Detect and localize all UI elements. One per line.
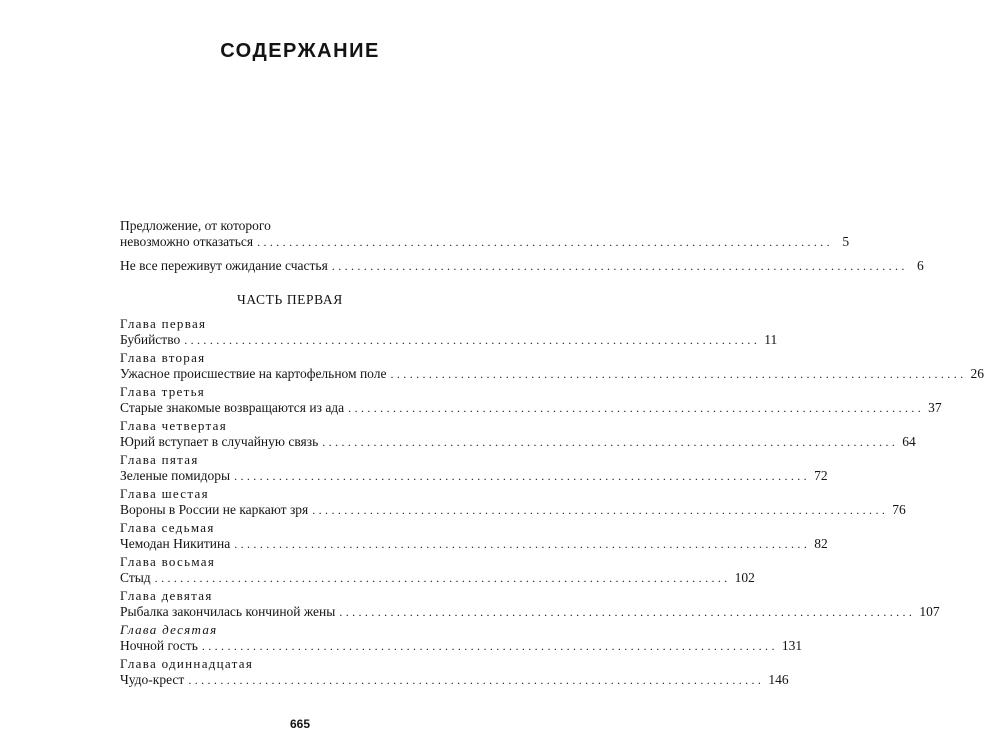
chapter-title: Зеленые помидоры: [120, 468, 231, 483]
chapter-label: Глава девятая: [120, 588, 213, 603]
dot-leader: ..........................................................................................: [154, 571, 731, 585]
chapter-page: 107: [919, 604, 940, 619]
chapter-page: 76: [892, 502, 906, 517]
entry-row: [120, 366, 984, 382]
dot-leader: ..........................................................................................: [201, 639, 778, 653]
chapter-title: Юрий вступает в случайную связь: [120, 434, 319, 449]
entry-row: [120, 604, 940, 620]
chapter-page: 72: [814, 468, 828, 483]
chapter-title: Ночной гость: [120, 638, 198, 653]
dot-leader: ..........................................................................................: [322, 435, 899, 449]
entry-row: [120, 468, 828, 484]
chapter-label: Глава пятая: [120, 452, 199, 467]
chapter-page: 102: [734, 570, 755, 585]
entry-row: [120, 234, 850, 250]
chapter-page: 11: [764, 332, 778, 347]
dot-leader: ..........................................................................................: [339, 605, 916, 619]
entry-row: [120, 400, 942, 416]
entry-row: [120, 570, 755, 586]
chapter-label: Глава восьмая: [120, 554, 216, 569]
chapter-title: Чемодан Никитина: [120, 536, 231, 551]
entry-page: 5: [842, 234, 850, 249]
chapter-page: 82: [814, 536, 828, 551]
entry-row: [120, 638, 803, 654]
dot-leader: ..........................................................................................: [234, 469, 811, 483]
chapter-entry: [120, 316, 778, 350]
chapter-entry: [120, 622, 803, 656]
chapter-entry: [120, 588, 940, 622]
dot-leader: ..........................................................................................: [348, 401, 925, 415]
chapter-page: 131: [781, 638, 803, 653]
chapter-entry: [120, 554, 755, 588]
chapter-title: Вороны в России не каркают зря: [120, 502, 309, 517]
entry-title-line: Предложение, от которого: [120, 218, 271, 233]
entry-title: невозможно отказаться: [120, 234, 254, 249]
chapter-title: Рыбалка закончилась кончиной жены: [120, 604, 336, 619]
chapter-entry: [120, 656, 789, 690]
chapter-label: Глава третья: [120, 384, 206, 399]
chapter-label: Глава вторая: [120, 350, 206, 365]
chapter-label: Глава четвертая: [120, 418, 228, 433]
toc-entry: [120, 218, 850, 250]
dot-leader: ..........................................................................................: [234, 537, 811, 551]
entry-row: [120, 258, 924, 274]
chapter-label: Глава седьмая: [120, 520, 215, 535]
chapter-label: Глава десятая: [120, 622, 218, 637]
chapter-entry: [120, 486, 906, 520]
chapter-label: Глава первая: [120, 316, 207, 331]
entry-row: [120, 502, 906, 518]
chapter-page: 146: [768, 672, 789, 687]
dot-leader: ..........................................................................................: [188, 673, 765, 687]
intro-section: [120, 218, 924, 282]
chapter-page: 64: [902, 434, 916, 449]
chapter-entry: [120, 452, 828, 486]
entry-title: Не все переживут ожидание счастья: [120, 258, 328, 273]
dot-leader: ..........................................................................................: [390, 367, 967, 381]
entry-page: 6: [917, 258, 924, 273]
entry-row: [120, 434, 916, 450]
entry-row: [120, 332, 778, 348]
chapter-entry: [120, 350, 984, 384]
chapter-entry: [120, 384, 942, 418]
chapter-page: 37: [928, 400, 942, 415]
chapter-title: Стыд: [120, 570, 151, 585]
dot-leader: ..........................................................................................: [184, 333, 761, 347]
part-heading: ЧАСТЬ ПЕРВАЯ: [237, 292, 343, 307]
chapter-entry: [120, 418, 916, 452]
chapter-title: Чудо-крест: [120, 672, 185, 687]
entry-row: [120, 536, 828, 552]
chapter-page: 26: [970, 366, 984, 381]
chapter-entry: [120, 520, 828, 554]
dot-leader: ..........................................................................................: [331, 259, 908, 273]
chapter-title: Старые знакомые возвращаются из ада: [120, 400, 345, 415]
chapter-title: Ужасное происшествие на картофельном поле: [120, 366, 387, 381]
chapter-title: Бубийство: [120, 332, 181, 347]
chapter-list: [120, 316, 984, 690]
page-title: СОДЕРЖАНИЕ: [220, 40, 380, 62]
toc-entry: [120, 258, 924, 274]
chapter-label: Глава шестая: [120, 486, 209, 501]
entry-row: [120, 672, 789, 688]
chapter-label: Глава одиннадцатая: [120, 656, 254, 671]
dot-leader: ..........................................................................................: [312, 503, 889, 517]
page-number: 665: [289, 717, 311, 731]
dot-leader: ..........................................................................................: [257, 235, 834, 249]
